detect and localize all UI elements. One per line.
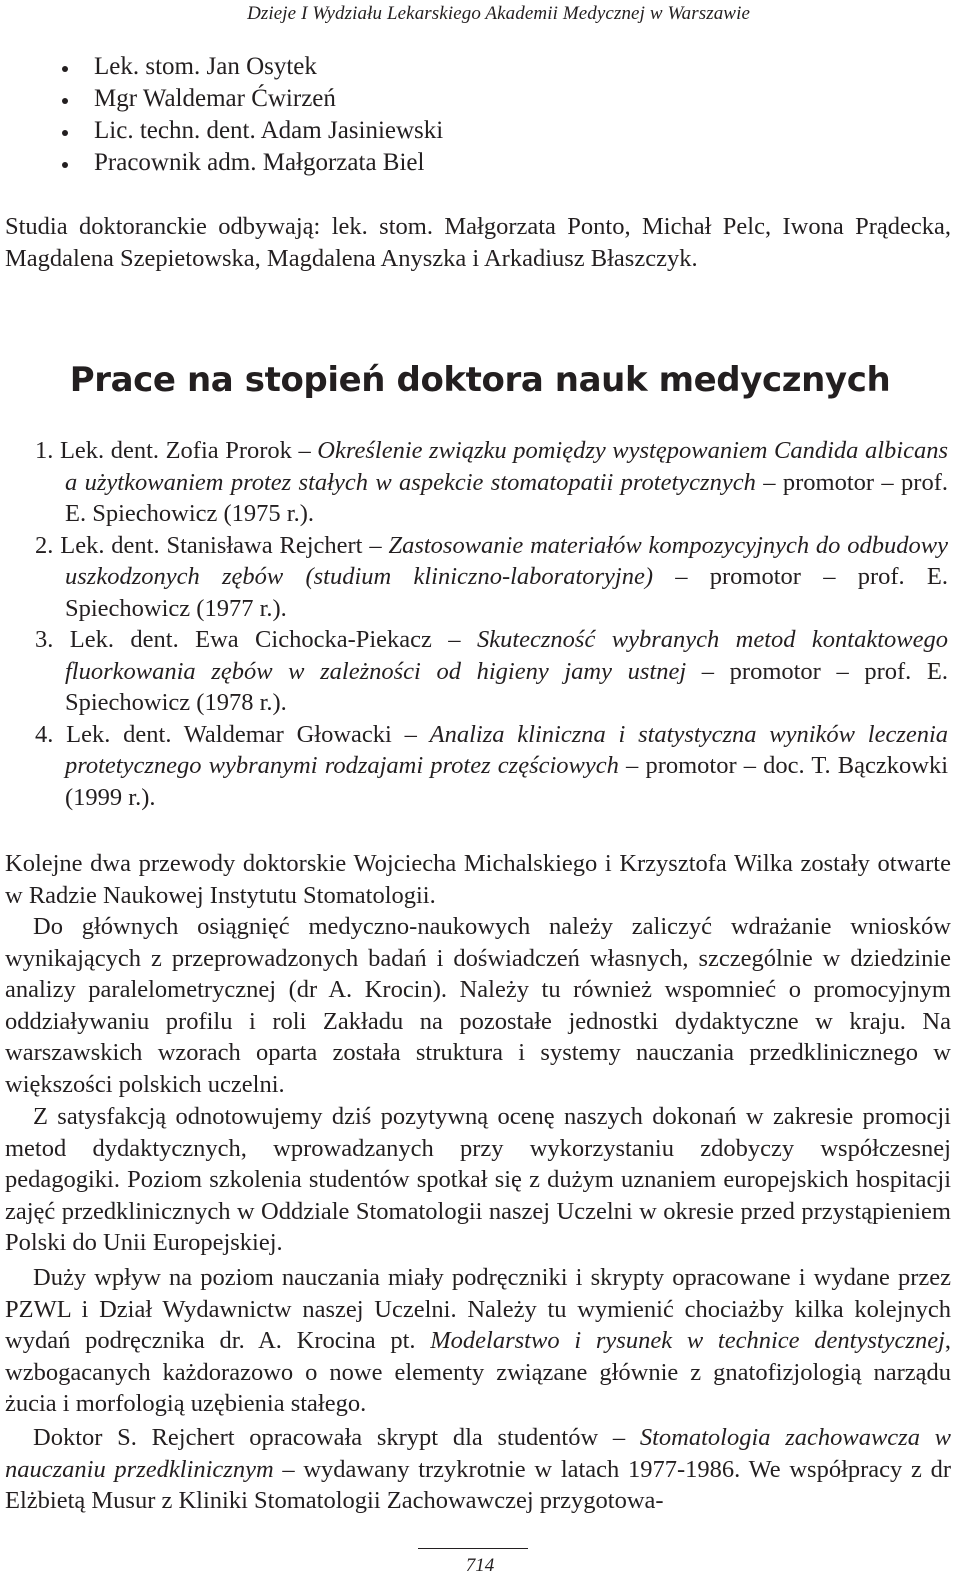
doctoral-students-paragraph: Studia doktoranckie odbywają: lek. stom. Małgorzata Ponto, Michał Pelc, Iwona Prądecka, Magdalena Szepietowska, Magdalena Anyszka i Arkadiusz Błaszczyk. [5,213,951,272]
footer-divider [418,1548,528,1549]
thesis-number: 2. [35,531,54,559]
body-paragraph: Duży wpływ na poziom nauczania miały podręczniki i skrypty opracowane i wydane przez PZWL i Dział Wydawnictw naszej Uczelni. Należy tu wymienić chociażby kilka kolejnych wydań podręcznika dr. A. Krocina pt. Modelarstwo i rysunek w technice dentystycznej, wzbogacanych każdorazowo o nowe elementy związane głównie z gnatofizjologią narządu żucia i morfologią uzębienia stałego. [5,1264,951,1417]
section-title: Prace na stopień doktora nauk medycznych [69,360,891,400]
book-title: Modelarstwo i rysunek w technice dentystycznej [430,1327,945,1354]
thesis-title: Skuteczność wybranych metod kontaktowego fluorkowania zębów w zależności od higieny jamy ustnej [65,626,949,685]
theses-list [35,435,948,813]
script-title: Stomatologia zachowawcza w nauczaniu przedklinicznym [5,1424,951,1483]
thesis-promoter: – promotor – prof. E. Spiechowicz (1978 r.). [65,657,949,716]
list-item [35,530,948,625]
list-item: Lic. techn. dent. Adam Jasiniewski [62,115,443,147]
list-item: Pracownik adm. Małgorzata Biel [62,147,443,179]
list-item: Lek. stom. Jan Osytek [62,51,443,83]
thesis-author: Lek. dent. Stanisława Rejchert – [60,531,382,559]
list-item [35,719,948,814]
body-paragraph: Do głównych osiągnięć medyczno-naukowych należy zaliczyć wdrażanie wniosków wynikających z przeprowadzonych badań i doświadczeń własnych, szczególnie w dziedzinie analizy paralelometrycznej (dr A. Krocin). Należy tu również wspomnieć o promocyjnym oddziaływaniu profilu i roli Zakładu na pozostałe jednostki dydaktyczne w kraju. Na warszawskich wzorach oparta została struktura i systemy nauczania przedklinicznego w większości polskich uczelni. [5,913,951,1098]
list-item [35,624,948,719]
thesis-number: 3. [35,626,54,653]
list-item: Mgr Waldemar Ćwirzeń [62,83,443,115]
body-paragraph: Kolejne dwa przewody doktorskie Wojciecha Michalskiego i Krzysztofa Wilka zostały otwarte w Radzie Naukowej Instytutu Stomatologii. [5,850,951,909]
thesis-promoter: – promotor – doc. T. Bączkowki (1999 r.). [65,752,949,811]
body-paragraph: Z satysfakcją odnotowujemy dziś pozytywną ocenę naszych dokonań w zakresie promocji metod dydaktycznych, wprowadzanych przy wykorzystaniu zdobyczy współczesnej pedagogiki. Poziom szkolenia studentów spotkał się z dużym uznaniem europejskich hospitacji zajęć przedklinicznych w Oddziale Stomatologii naszej Uczelni w okresie przed przystąpieniem Polski do Unii Europejskiej. [5,1103,951,1256]
list-item [35,435,948,530]
thesis-author: Lek. dent. Zofia Prorok – [59,437,311,464]
running-header: Dzieje I Wydziału Lekarskiego Akademii Medycznej w Warszawie [247,3,750,24]
thesis-number: 4. [35,720,54,748]
thesis-number: 1. [35,437,54,464]
body-paragraph: Doktor S. Rejchert opracowała skrypt dla studentów – Stomatologia zachowawcza w nauczaniu przedklinicznym – wydawany trzykrotnie w latach 1977-1986. We współpracy z dr Elżbietą Musur z Kliniki Stomatologii Zachowawczej przygotowa- [5,1424,951,1514]
thesis-author: Lek. dent. Ewa Cichocka-Piekacz – [69,626,461,653]
thesis-promoter: – promotor – prof. E. Spiechowicz (1977 r.). [65,563,948,622]
thesis-title: Określenie związku pomiędzy występowaniem Candida albicans a użytkowaniem protez stałych w aspekcie stomatopatii protetycznych [65,437,948,496]
page-number: 714 [465,1555,495,1576]
thesis-title: Analiza kliniczna i statystyczna wyników leczenia protetycznego wybranymi rodzajami protez częściowych [65,720,949,779]
staff-list [62,51,443,179]
thesis-author: Lek. dent. Waldemar Głowacki – [66,720,417,748]
thesis-title: Zastosowanie materiałów kompozycyjnych do odbudowy uszkodzonych zębów (studium kliniczno-laboratoryjne) [65,531,949,590]
thesis-promoter: – promotor – prof. E. Spiechowicz (1975 r.). [65,468,948,527]
